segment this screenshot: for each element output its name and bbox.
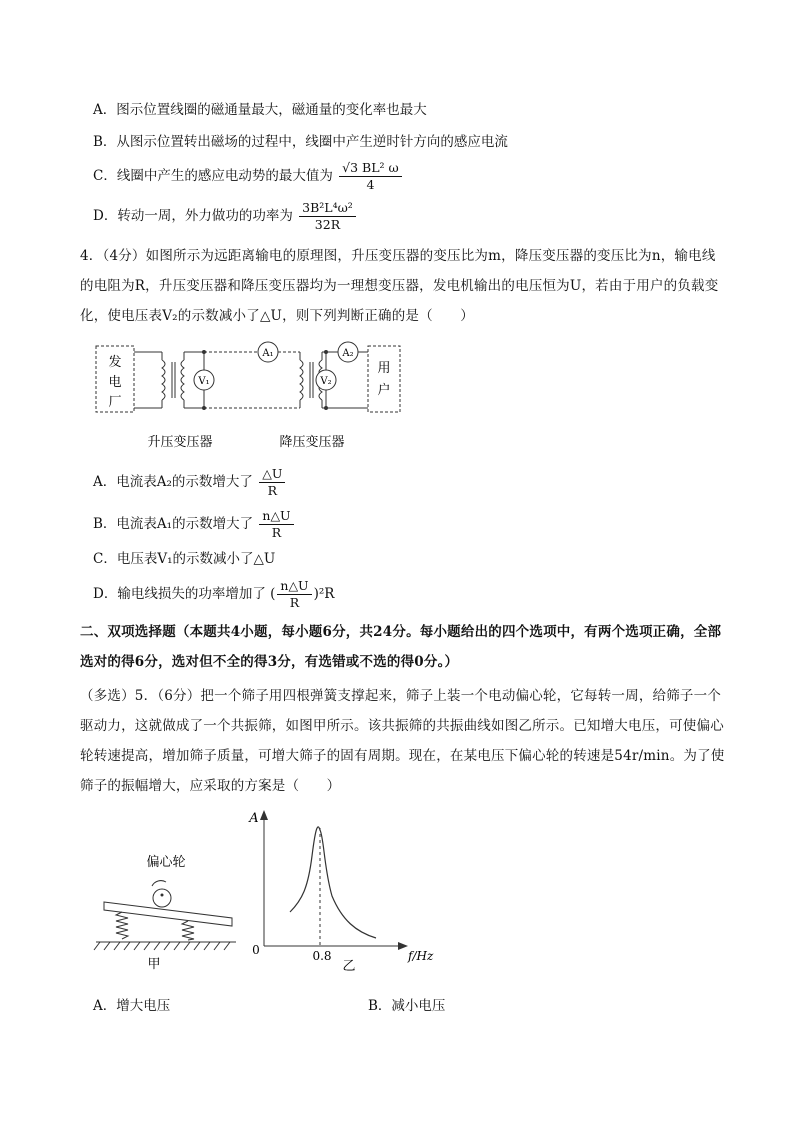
q4-option-a-denominator: R [267,483,277,498]
q5-stem: （多选）5．（6分）把一个筛子用四根弹簧支撑起来，筛子上装一个电动偏心轮，它每转一周，给筛子一个驱动力，这就做成了一个共振筛，如图甲所示。该共振筛的共振曲线如图乙所示。已知增大电压，可使偏心轮转速提高，增加筛子质量，可增大筛子的固有周期。现在，在某电压下偏心轮的转速是54r/min。为了使筛子的振幅增大，应采取的方案是（ ） [80,688,725,794]
q3-option-c-text: C．线圈中产生的感应电动势的最大值为 [93,168,333,184]
q4-option-d [93,578,334,611]
q3-option-c-numerator: √3 BL² ω [339,160,402,177]
q3-option-d-numerator: 3B²L⁴ω² [299,200,356,217]
q5-option-b: B．减小电压 [368,998,446,1014]
spring-right [182,921,194,940]
q4-option-d-numerator: n△U [277,578,311,595]
figure-yi-resonance-curve [246,808,436,978]
eccentric-wheel-label: 偏心轮 [146,855,186,870]
power-plant-label-1: 发电厂 [108,355,122,410]
q4-option-d-fraction [277,578,311,611]
y-axis-label: A [249,811,259,826]
q4-stem: 4．（4分）如图所示为远距离输电的原理图，升压变压器的变压比为m，降压变压器的变压比为n，输电线的电阻为R，升压变压器和降压变压器均为一理想变压器，发电机输出的电压恒为U，若由于用户的负载变化，使电压表V₂的示数减小了△U，则下列判断正确的是（ ） [80,248,719,324]
q3-option-b: B．从图示位置转出磁场的过程中，线圈中产生逆时针方向的感应电流 [93,134,508,150]
q4-option-b-text: B．电流表A₁的示数增大了 [93,516,254,532]
q4-option-b-fraction [259,508,293,541]
q4-option-b [93,508,296,541]
q3-option-c [93,160,404,193]
q4-option-a-fraction [259,466,285,499]
q3-option-c-fraction [339,160,402,193]
q4-option-d-text: D．输电线损失的功率增加了 ( [93,586,276,602]
q4-option-a-text: A．电流表A₂的示数增大了 [93,474,253,490]
resonance-curve [290,827,376,938]
eccentric-wheel-icon [153,889,171,907]
figure-yi-caption: 乙 [342,959,356,974]
q3-option-c-denominator: 4 [366,177,375,192]
q4-option-b-numerator: n△U [259,508,293,525]
step-down-primary-coil [300,360,303,400]
section-2-heading: 二、双项选择题（本题共4小题，每小题6分，共24分。每小题给出的四个选项中，有两个选项正确，全部选对的得6分，选对但不全的得3分，有选错或不选的得0分。） [80,624,722,670]
ammeter-a1-label: A₁ [262,348,274,359]
q4-option-c: C．电压表V₁的示数减小了△U [93,551,276,567]
ammeter-a2-label: A₂ [342,348,354,359]
user-label: 用户 [377,361,391,398]
step-up-primary-coil [162,360,165,400]
step-up-caption: 升压变压器 [147,435,213,450]
peak-x-label: 0.8 [312,949,332,963]
q4-option-a-numerator: △U [259,466,285,483]
q4-option-a [93,466,287,499]
q3-option-d [93,200,358,233]
transmission-circuit-diagram [90,338,410,456]
spring-left [116,912,128,939]
step-up-secondary-coil [181,360,184,400]
x-axis-label: f/Hz [408,949,434,963]
q4-option-d-denominator: R [289,595,300,610]
q4-option-d-tail: )²R [313,586,335,602]
q3-option-d-denominator: 32R [314,217,341,232]
user-box [368,346,400,412]
q4-option-b-denominator: R [271,525,282,540]
figure-jia-sieve [90,850,250,970]
q5-option-a: A．增大电压 [93,998,171,1014]
q3-option-d-fraction [299,200,356,233]
voltmeter-v2-label: V₂ [320,376,332,387]
figure-jia-caption: 甲 [147,957,161,970]
step-down-caption: 降压变压器 [279,435,345,450]
voltmeter-v1-label: V₁ [198,376,210,387]
origin-label: 0 [252,943,260,957]
q3-option-d-text: D．转动一周，外力做功的功率为 [93,208,293,224]
q3-option-a: A．图示位置线圈的磁通量最大，磁通量的变化率也最大 [93,102,427,118]
